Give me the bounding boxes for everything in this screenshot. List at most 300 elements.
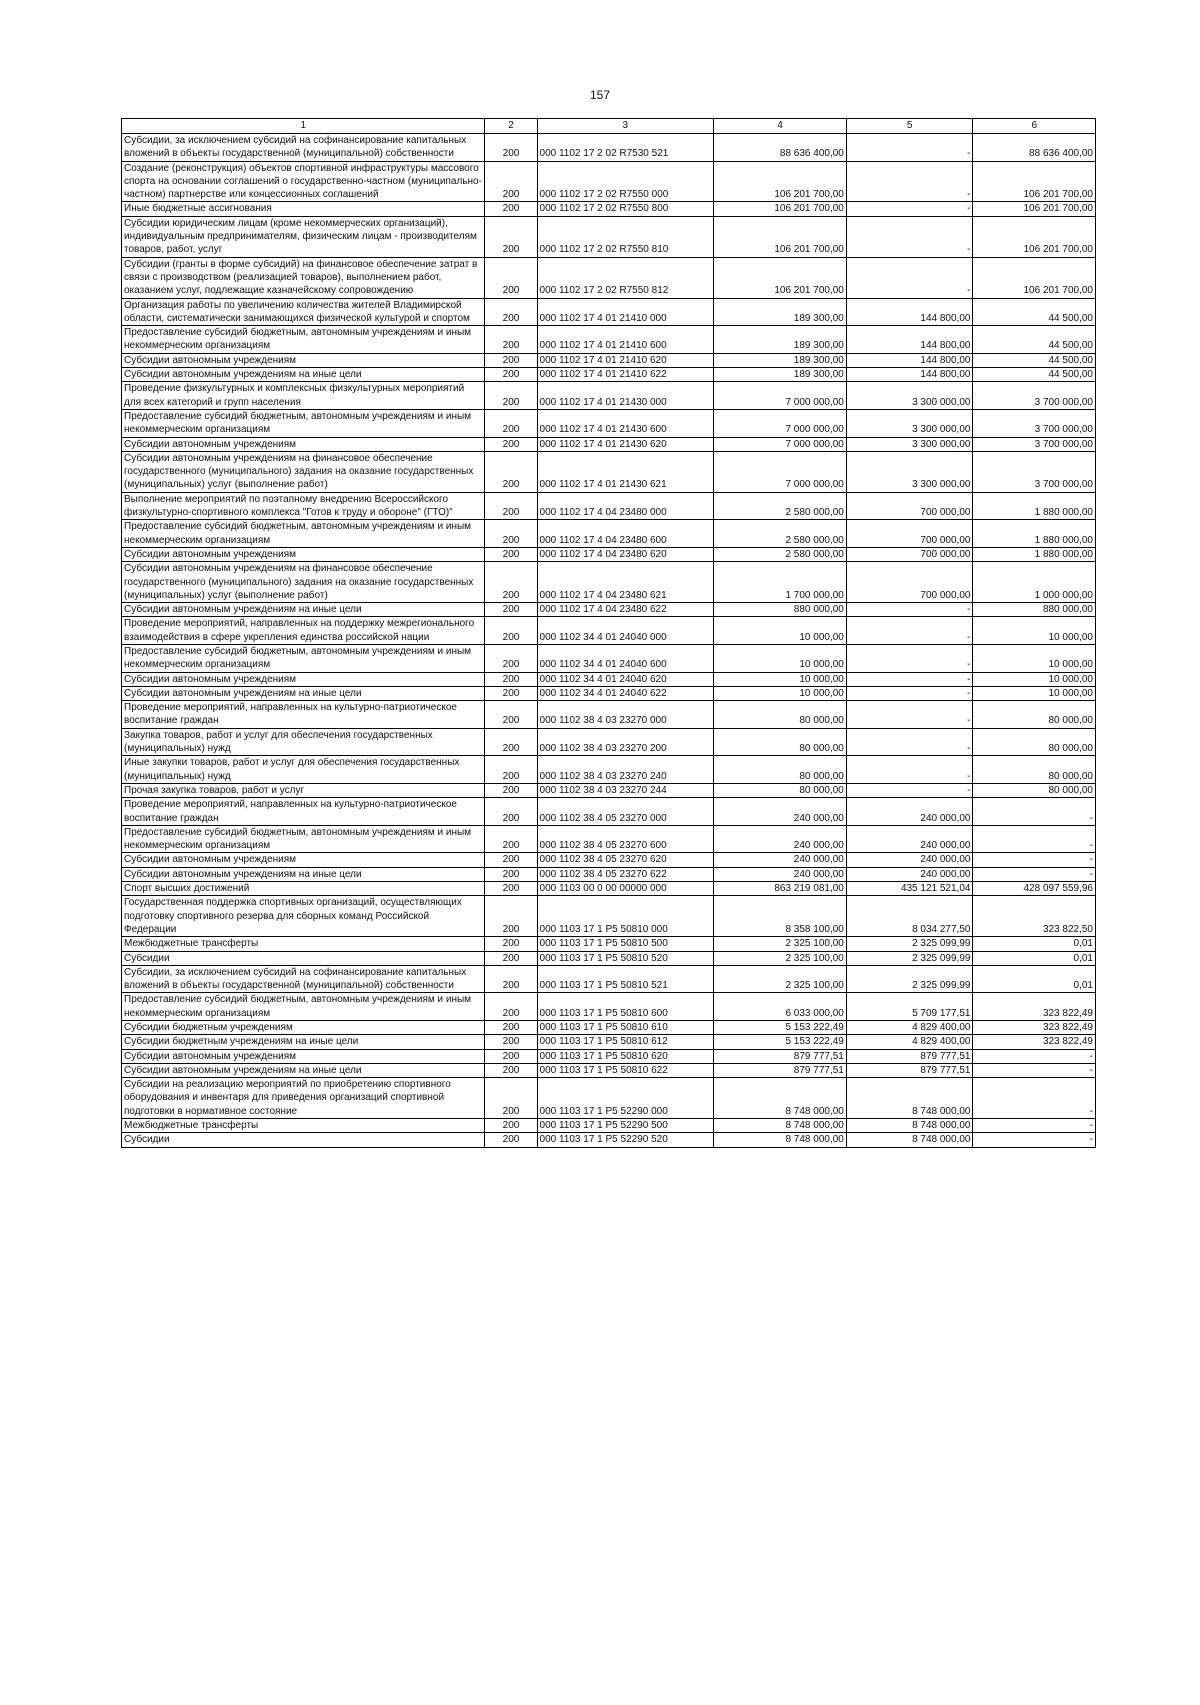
row-code-cell: 200: [485, 562, 537, 603]
row-kbk-cell: 000 1102 17 4 04 23480 622: [537, 603, 714, 617]
table-row: [122, 202, 1096, 216]
row-code-cell: 200: [485, 1063, 537, 1077]
page-number: 157: [589, 88, 611, 102]
row-kbk-cell: 000 1102 17 4 01 21430 000: [537, 382, 714, 410]
row-kbk-cell: 000 1103 17 1 P5 52290 000: [537, 1078, 714, 1119]
row-amount-executed-cell: 3 300 000,00: [846, 409, 973, 437]
table-row: [122, 437, 1096, 451]
row-code-cell: 200: [485, 686, 537, 700]
row-name-cell: Субсидии автономным учреждениям: [122, 353, 485, 367]
row-kbk-cell: 000 1102 17 4 01 21410 622: [537, 368, 714, 382]
row-amount-remaining-cell: 10 000,00: [973, 617, 1096, 645]
row-code-cell: 200: [485, 547, 537, 561]
row-amount-remaining-cell: -: [973, 1063, 1096, 1077]
table-row: [122, 353, 1096, 367]
row-code-cell: 200: [485, 867, 537, 881]
row-name-cell: Субсидии бюджетным учреждениям на иные цели: [122, 1035, 485, 1049]
row-kbk-cell: 000 1102 17 4 01 21410 620: [537, 353, 714, 367]
row-kbk-cell: 000 1102 17 2 02 R7550 000: [537, 161, 714, 202]
row-amount-total-cell: 80 000,00: [714, 756, 847, 784]
row-name-cell: Субсидии автономным учреждениям на иные цели: [122, 603, 485, 617]
table-row: [122, 701, 1096, 729]
row-code-cell: 200: [485, 701, 537, 729]
row-kbk-cell: 000 1102 17 2 02 R7530 521: [537, 134, 714, 162]
table-row: [122, 216, 1096, 257]
row-amount-executed-cell: 240 000,00: [846, 867, 973, 881]
row-kbk-cell: 000 1102 34 4 01 24040 000: [537, 617, 714, 645]
row-amount-total-cell: 5 153 222,49: [714, 1035, 847, 1049]
row-amount-remaining-cell: 0,01: [973, 937, 1096, 951]
row-name-cell: Предоставление субсидий бюджетным, автономным учреждениям и иным некоммерческим организациям: [122, 520, 485, 548]
row-amount-remaining-cell: 106 201 700,00: [973, 257, 1096, 298]
table-row: [122, 937, 1096, 951]
table-row: [122, 825, 1096, 853]
row-kbk-cell: 000 1102 17 4 01 21430 620: [537, 437, 714, 451]
row-amount-total-cell: 2 325 100,00: [714, 937, 847, 951]
row-amount-executed-cell: -: [846, 134, 973, 162]
row-amount-remaining-cell: 0,01: [973, 965, 1096, 993]
row-amount-executed-cell: 144 800,00: [846, 326, 973, 354]
row-kbk-cell: 000 1103 00 0 00 00000 000: [537, 882, 714, 896]
row-amount-remaining-cell: 10 000,00: [973, 686, 1096, 700]
row-amount-remaining-cell: 0,01: [973, 951, 1096, 965]
row-amount-total-cell: 10 000,00: [714, 617, 847, 645]
table-row: [122, 1049, 1096, 1063]
row-amount-total-cell: 7 000 000,00: [714, 382, 847, 410]
row-name-cell: Спорт высших достижений: [122, 882, 485, 896]
table-row: [122, 603, 1096, 617]
table-row: [122, 644, 1096, 672]
row-name-cell: Проведение мероприятий, направленных на культурно-патриотическое воспитание граждан: [122, 701, 485, 729]
table-row: [122, 867, 1096, 881]
row-kbk-cell: 000 1102 17 4 01 21410 000: [537, 298, 714, 326]
row-code-cell: 200: [485, 216, 537, 257]
row-name-cell: Закупка товаров, работ и услуг для обеспечения государственных (муниципальных) нужд: [122, 728, 485, 756]
row-code-cell: 200: [485, 798, 537, 826]
row-kbk-cell: 000 1102 38 4 05 23270 600: [537, 825, 714, 853]
row-name-cell: Иные закупки товаров, работ и услуг для обеспечения государственных (муниципальных) нужд: [122, 756, 485, 784]
row-kbk-cell: 000 1102 38 4 03 23270 000: [537, 701, 714, 729]
row-amount-remaining-cell: 428 097 559,96: [973, 882, 1096, 896]
row-name-cell: Субсидии: [122, 1133, 485, 1147]
row-name-cell: Предоставление субсидий бюджетным, автономным учреждениям и иным некоммерческим организациям: [122, 825, 485, 853]
row-amount-total-cell: 7 000 000,00: [714, 409, 847, 437]
row-code-cell: 200: [485, 882, 537, 896]
row-amount-executed-cell: 144 800,00: [846, 368, 973, 382]
row-kbk-cell: 000 1102 38 4 05 23270 620: [537, 853, 714, 867]
row-kbk-cell: 000 1103 17 1 P5 50810 620: [537, 1049, 714, 1063]
row-code-cell: 200: [485, 603, 537, 617]
row-amount-executed-cell: -: [846, 617, 973, 645]
row-amount-total-cell: 106 201 700,00: [714, 216, 847, 257]
row-amount-remaining-cell: 1 880 000,00: [973, 492, 1096, 520]
row-amount-total-cell: 7 000 000,00: [714, 451, 847, 492]
row-kbk-cell: 000 1103 17 1 P5 50810 521: [537, 965, 714, 993]
table-row: [122, 1063, 1096, 1077]
table-row: [122, 728, 1096, 756]
row-amount-total-cell: 80 000,00: [714, 728, 847, 756]
budget-table: [121, 118, 1096, 1148]
table-row: [122, 951, 1096, 965]
row-name-cell: Субсидии автономным учреждениям: [122, 1049, 485, 1063]
row-kbk-cell: 000 1103 17 1 P5 50810 000: [537, 896, 714, 937]
row-amount-remaining-cell: 106 201 700,00: [973, 161, 1096, 202]
row-amount-executed-cell: -: [846, 603, 973, 617]
row-amount-remaining-cell: 880 000,00: [973, 603, 1096, 617]
row-kbk-cell: 000 1102 17 2 02 R7550 810: [537, 216, 714, 257]
row-amount-remaining-cell: 10 000,00: [973, 644, 1096, 672]
row-name-cell: Субсидии автономным учреждениям на иные цели: [122, 867, 485, 881]
row-code-cell: 200: [485, 993, 537, 1021]
row-code-cell: 200: [485, 1021, 537, 1035]
row-name-cell: Выполнение мероприятий по поэтапному внедрению Всероссийского физкультурно-спортивного комплекса "Готов к труду и обороне" (ГТО)": [122, 492, 485, 520]
row-name-cell: Субсидии автономным учреждениям: [122, 547, 485, 561]
row-kbk-cell: 000 1102 34 4 01 24040 620: [537, 672, 714, 686]
row-amount-executed-cell: -: [846, 644, 973, 672]
row-kbk-cell: 000 1102 34 4 01 24040 600: [537, 644, 714, 672]
row-kbk-cell: 000 1102 17 4 01 21430 621: [537, 451, 714, 492]
row-amount-remaining-cell: 44 500,00: [973, 353, 1096, 367]
table-row: [122, 783, 1096, 797]
row-amount-total-cell: 8 748 000,00: [714, 1133, 847, 1147]
row-amount-executed-cell: -: [846, 783, 973, 797]
row-amount-executed-cell: 2 325 099,99: [846, 937, 973, 951]
row-amount-total-cell: 240 000,00: [714, 798, 847, 826]
row-amount-remaining-cell: 323 822,49: [973, 1035, 1096, 1049]
row-code-cell: 200: [485, 853, 537, 867]
row-name-cell: Проведение физкультурных и комплексных физкультурных мероприятий для всех категорий и групп населения: [122, 382, 485, 410]
row-name-cell: Субсидии автономным учреждениям на иные цели: [122, 1063, 485, 1077]
row-name-cell: Субсидии юридическим лицам (кроме некоммерческих организаций), индивидуальным предпринимателям, физическим лицам - производителям товаров, работ, услуг: [122, 216, 485, 257]
row-amount-executed-cell: -: [846, 728, 973, 756]
row-amount-total-cell: 240 000,00: [714, 853, 847, 867]
row-kbk-cell: 000 1103 17 1 P5 50810 610: [537, 1021, 714, 1035]
row-amount-remaining-cell: 323 822,49: [973, 1021, 1096, 1035]
column-header: 6: [973, 119, 1096, 134]
table-row: [122, 686, 1096, 700]
row-code-cell: 200: [485, 951, 537, 965]
row-amount-executed-cell: 3 300 000,00: [846, 437, 973, 451]
row-code-cell: 200: [485, 756, 537, 784]
row-name-cell: Межбюджетные трансферты: [122, 1119, 485, 1133]
table-row: [122, 882, 1096, 896]
row-code-cell: 200: [485, 368, 537, 382]
row-amount-remaining-cell: -: [973, 1049, 1096, 1063]
table-row: [122, 520, 1096, 548]
row-amount-total-cell: 5 153 222,49: [714, 1021, 847, 1035]
row-amount-remaining-cell: 3 700 000,00: [973, 437, 1096, 451]
row-name-cell: Субсидии (гранты в форме субсидий) на финансовое обеспечение затрат в связи с производством (реализацией товаров), выполнением работ, оказанием услуг, подлежащие казначейскому сопровождению: [122, 257, 485, 298]
column-header: 5: [846, 119, 973, 134]
row-code-cell: 200: [485, 644, 537, 672]
row-amount-executed-cell: 240 000,00: [846, 853, 973, 867]
row-name-cell: Субсидии, за исключением субсидий на софинансирование капитальных вложений в объекты государственной (муниципальной) собственности: [122, 134, 485, 162]
row-amount-executed-cell: 435 121 521,04: [846, 882, 973, 896]
row-amount-remaining-cell: 44 500,00: [973, 298, 1096, 326]
row-kbk-cell: 000 1102 38 4 03 23270 200: [537, 728, 714, 756]
row-name-cell: Предоставление субсидий бюджетным, автономным учреждениям и иным некоммерческим организациям: [122, 644, 485, 672]
row-amount-total-cell: 189 300,00: [714, 353, 847, 367]
row-amount-executed-cell: -: [846, 161, 973, 202]
row-name-cell: Субсидии на реализацию мероприятий по приобретению спортивного оборудования и инвентаря для приведения организаций спортивной подготовки в нормативное состояние: [122, 1078, 485, 1119]
row-amount-executed-cell: 240 000,00: [846, 798, 973, 826]
row-amount-remaining-cell: 88 636 400,00: [973, 134, 1096, 162]
row-name-cell: Иные бюджетные ассигнования: [122, 202, 485, 216]
row-code-cell: 200: [485, 672, 537, 686]
row-amount-executed-cell: -: [846, 202, 973, 216]
row-amount-remaining-cell: -: [973, 1133, 1096, 1147]
row-code-cell: 200: [485, 202, 537, 216]
table-row: [122, 1021, 1096, 1035]
row-amount-total-cell: 879 777,51: [714, 1063, 847, 1077]
row-amount-executed-cell: 700 000,00: [846, 547, 973, 561]
row-amount-remaining-cell: 44 500,00: [973, 326, 1096, 354]
row-amount-remaining-cell: 80 000,00: [973, 783, 1096, 797]
row-amount-remaining-cell: -: [973, 798, 1096, 826]
row-amount-remaining-cell: 106 201 700,00: [973, 216, 1096, 257]
row-amount-remaining-cell: 106 201 700,00: [973, 202, 1096, 216]
row-kbk-cell: 000 1103 17 1 P5 50810 500: [537, 937, 714, 951]
row-amount-executed-cell: 240 000,00: [846, 825, 973, 853]
row-amount-executed-cell: 4 829 400,00: [846, 1021, 973, 1035]
row-amount-remaining-cell: 3 700 000,00: [973, 409, 1096, 437]
row-kbk-cell: 000 1102 17 2 02 R7550 812: [537, 257, 714, 298]
table-row: [122, 161, 1096, 202]
row-name-cell: Организация работы по увеличению количества жителей Владимирской области, систематически занимающихся физической культурой и спортом: [122, 298, 485, 326]
row-amount-remaining-cell: -: [973, 1078, 1096, 1119]
table-row: [122, 1078, 1096, 1119]
row-amount-total-cell: 6 033 000,00: [714, 993, 847, 1021]
row-name-cell: Проведение мероприятий, направленных на культурно-патриотическое воспитание граждан: [122, 798, 485, 826]
row-kbk-cell: 000 1103 17 1 P5 50810 612: [537, 1035, 714, 1049]
table-row: [122, 134, 1096, 162]
row-amount-remaining-cell: 80 000,00: [973, 728, 1096, 756]
table-row: [122, 409, 1096, 437]
table-row: [122, 451, 1096, 492]
row-amount-total-cell: 240 000,00: [714, 825, 847, 853]
row-kbk-cell: 000 1103 17 1 P5 50810 520: [537, 951, 714, 965]
row-name-cell: Субсидии автономным учреждениям: [122, 437, 485, 451]
row-amount-total-cell: 240 000,00: [714, 867, 847, 881]
row-amount-executed-cell: 8 034 277,50: [846, 896, 973, 937]
row-amount-executed-cell: 700 000,00: [846, 492, 973, 520]
row-name-cell: Субсидии автономным учреждениям на финансовое обеспечение государственного (муниципального) задания на оказание государственных (муниципальных) услуг (выполнение работ): [122, 562, 485, 603]
row-amount-executed-cell: -: [846, 701, 973, 729]
row-amount-total-cell: 189 300,00: [714, 326, 847, 354]
row-amount-total-cell: 2 325 100,00: [714, 965, 847, 993]
row-amount-total-cell: 88 636 400,00: [714, 134, 847, 162]
table-row: [122, 368, 1096, 382]
row-code-cell: 200: [485, 1119, 537, 1133]
row-kbk-cell: 000 1102 38 4 03 23270 244: [537, 783, 714, 797]
row-name-cell: Субсидии автономным учреждениям на иные цели: [122, 686, 485, 700]
table-row: [122, 756, 1096, 784]
row-amount-total-cell: 10 000,00: [714, 686, 847, 700]
row-code-cell: 200: [485, 1133, 537, 1147]
row-code-cell: 200: [485, 1078, 537, 1119]
row-amount-total-cell: 10 000,00: [714, 672, 847, 686]
row-code-cell: 200: [485, 353, 537, 367]
row-amount-remaining-cell: 1 000 000,00: [973, 562, 1096, 603]
row-name-cell: Субсидии: [122, 951, 485, 965]
row-code-cell: 200: [485, 1049, 537, 1063]
row-code-cell: 200: [485, 298, 537, 326]
row-amount-remaining-cell: 3 700 000,00: [973, 382, 1096, 410]
row-code-cell: 200: [485, 409, 537, 437]
row-name-cell: Предоставление субсидий бюджетным, автономным учреждениям и иным некоммерческим организациям: [122, 326, 485, 354]
row-amount-executed-cell: 4 829 400,00: [846, 1035, 973, 1049]
row-kbk-cell: 000 1103 17 1 P5 52290 500: [537, 1119, 714, 1133]
row-code-cell: 200: [485, 617, 537, 645]
table-row: [122, 1035, 1096, 1049]
row-kbk-cell: 000 1102 17 4 04 23480 000: [537, 492, 714, 520]
table-row: [122, 617, 1096, 645]
row-amount-total-cell: 8 748 000,00: [714, 1119, 847, 1133]
row-name-cell: Межбюджетные трансферты: [122, 937, 485, 951]
row-kbk-cell: 000 1102 17 4 01 21430 600: [537, 409, 714, 437]
row-amount-remaining-cell: 44 500,00: [973, 368, 1096, 382]
row-code-cell: 200: [485, 326, 537, 354]
row-code-cell: 200: [485, 896, 537, 937]
table-row: [122, 1119, 1096, 1133]
row-kbk-cell: 000 1102 17 4 04 23480 621: [537, 562, 714, 603]
row-amount-total-cell: 8 358 100,00: [714, 896, 847, 937]
row-name-cell: Субсидии автономным учреждениям на иные цели: [122, 368, 485, 382]
row-amount-remaining-cell: 1 880 000,00: [973, 547, 1096, 561]
row-code-cell: 200: [485, 965, 537, 993]
row-amount-total-cell: 189 300,00: [714, 368, 847, 382]
row-amount-executed-cell: 8 748 000,00: [846, 1119, 973, 1133]
row-name-cell: Создание (реконструкция) объектов спортивной инфраструктуры массового спорта на основании соглашений о государственно-частном (муниципально-частном) партнерстве или концессионных соглашений: [122, 161, 485, 202]
row-kbk-cell: 000 1102 38 4 05 23270 000: [537, 798, 714, 826]
row-amount-executed-cell: 879 777,51: [846, 1063, 973, 1077]
row-amount-executed-cell: -: [846, 756, 973, 784]
row-kbk-cell: 000 1103 17 1 P5 50810 622: [537, 1063, 714, 1077]
row-code-cell: 200: [485, 520, 537, 548]
row-amount-executed-cell: -: [846, 672, 973, 686]
row-amount-total-cell: 80 000,00: [714, 783, 847, 797]
row-code-cell: 200: [485, 437, 537, 451]
row-name-cell: Прочая закупка товаров, работ и услуг: [122, 783, 485, 797]
row-code-cell: 200: [485, 382, 537, 410]
row-name-cell: Предоставление субсидий бюджетным, автономным учреждениям и иным некоммерческим организациям: [122, 409, 485, 437]
row-amount-executed-cell: -: [846, 257, 973, 298]
row-amount-total-cell: 106 201 700,00: [714, 161, 847, 202]
row-code-cell: 200: [485, 728, 537, 756]
column-header: 3: [537, 119, 714, 134]
row-amount-executed-cell: 700 000,00: [846, 520, 973, 548]
row-amount-total-cell: 2 580 000,00: [714, 492, 847, 520]
row-amount-remaining-cell: -: [973, 867, 1096, 881]
table-row: [122, 298, 1096, 326]
row-amount-remaining-cell: -: [973, 1119, 1096, 1133]
row-amount-executed-cell: 144 800,00: [846, 298, 973, 326]
row-amount-executed-cell: 8 748 000,00: [846, 1078, 973, 1119]
row-amount-total-cell: 106 201 700,00: [714, 202, 847, 216]
row-amount-remaining-cell: 10 000,00: [973, 672, 1096, 686]
row-name-cell: Субсидии бюджетным учреждениям: [122, 1021, 485, 1035]
row-kbk-cell: 000 1102 38 4 05 23270 622: [537, 867, 714, 881]
row-amount-remaining-cell: 1 880 000,00: [973, 520, 1096, 548]
row-amount-executed-cell: 3 300 000,00: [846, 451, 973, 492]
row-code-cell: 200: [485, 937, 537, 951]
row-amount-total-cell: 2 325 100,00: [714, 951, 847, 965]
row-code-cell: 200: [485, 451, 537, 492]
row-name-cell: Субсидии автономным учреждениям на финансовое обеспечение государственного (муниципального) задания на оказание государственных (муниципальных) услуг (выполнение работ): [122, 451, 485, 492]
row-amount-total-cell: 2 580 000,00: [714, 520, 847, 548]
row-amount-executed-cell: 8 748 000,00: [846, 1133, 973, 1147]
row-kbk-cell: 000 1103 17 1 P5 50810 600: [537, 993, 714, 1021]
table-row: [122, 993, 1096, 1021]
row-name-cell: Предоставление субсидий бюджетным, автономным учреждениям и иным некоммерческим организациям: [122, 993, 485, 1021]
row-amount-remaining-cell: 323 822,50: [973, 896, 1096, 937]
row-amount-total-cell: 8 748 000,00: [714, 1078, 847, 1119]
row-code-cell: 200: [485, 1035, 537, 1049]
row-amount-executed-cell: 2 325 099,99: [846, 965, 973, 993]
table-row: [122, 547, 1096, 561]
row-code-cell: 200: [485, 161, 537, 202]
row-amount-remaining-cell: 3 700 000,00: [973, 451, 1096, 492]
row-amount-total-cell: 106 201 700,00: [714, 257, 847, 298]
row-amount-executed-cell: -: [846, 686, 973, 700]
row-amount-total-cell: 2 580 000,00: [714, 547, 847, 561]
row-kbk-cell: 000 1102 17 2 02 R7550 800: [537, 202, 714, 216]
row-kbk-cell: 000 1103 17 1 P5 52290 520: [537, 1133, 714, 1147]
row-amount-total-cell: 1 700 000,00: [714, 562, 847, 603]
row-amount-remaining-cell: 80 000,00: [973, 701, 1096, 729]
row-amount-total-cell: 7 000 000,00: [714, 437, 847, 451]
row-code-cell: 200: [485, 783, 537, 797]
table-row: [122, 965, 1096, 993]
row-amount-executed-cell: 2 325 099,99: [846, 951, 973, 965]
row-amount-total-cell: 80 000,00: [714, 701, 847, 729]
row-amount-remaining-cell: 323 822,49: [973, 993, 1096, 1021]
header-row: [122, 119, 1096, 134]
table-row: [122, 853, 1096, 867]
row-kbk-cell: 000 1102 17 4 04 23480 620: [537, 547, 714, 561]
table-row: [122, 382, 1096, 410]
row-amount-executed-cell: 5 709 177,51: [846, 993, 973, 1021]
column-header: 1: [122, 119, 485, 134]
row-amount-executed-cell: 700 000,00: [846, 562, 973, 603]
column-header: 2: [485, 119, 537, 134]
table-row: [122, 492, 1096, 520]
row-code-cell: 200: [485, 492, 537, 520]
row-kbk-cell: 000 1102 38 4 03 23270 240: [537, 756, 714, 784]
row-amount-total-cell: 10 000,00: [714, 644, 847, 672]
row-amount-executed-cell: 144 800,00: [846, 353, 973, 367]
row-name-cell: Субсидии, за исключением субсидий на софинансирование капитальных вложений в объекты государственной (муниципальной) собственности: [122, 965, 485, 993]
row-amount-remaining-cell: 80 000,00: [973, 756, 1096, 784]
row-code-cell: 200: [485, 134, 537, 162]
table-row: [122, 798, 1096, 826]
row-amount-remaining-cell: -: [973, 853, 1096, 867]
table-row: [122, 257, 1096, 298]
row-kbk-cell: 000 1102 17 4 01 21410 600: [537, 326, 714, 354]
table-row: [122, 1133, 1096, 1147]
row-name-cell: Проведение мероприятий, направленных на поддержку межрегионального взаимодействия в сфере укрепления единства российской нации: [122, 617, 485, 645]
table-row: [122, 672, 1096, 686]
row-kbk-cell: 000 1102 17 4 04 23480 600: [537, 520, 714, 548]
row-amount-executed-cell: -: [846, 216, 973, 257]
row-amount-total-cell: 189 300,00: [714, 298, 847, 326]
column-header: 4: [714, 119, 847, 134]
row-amount-total-cell: 879 777,51: [714, 1049, 847, 1063]
row-amount-total-cell: 880 000,00: [714, 603, 847, 617]
table-row: [122, 562, 1096, 603]
row-amount-total-cell: 863 219 081,00: [714, 882, 847, 896]
row-kbk-cell: 000 1102 34 4 01 24040 622: [537, 686, 714, 700]
